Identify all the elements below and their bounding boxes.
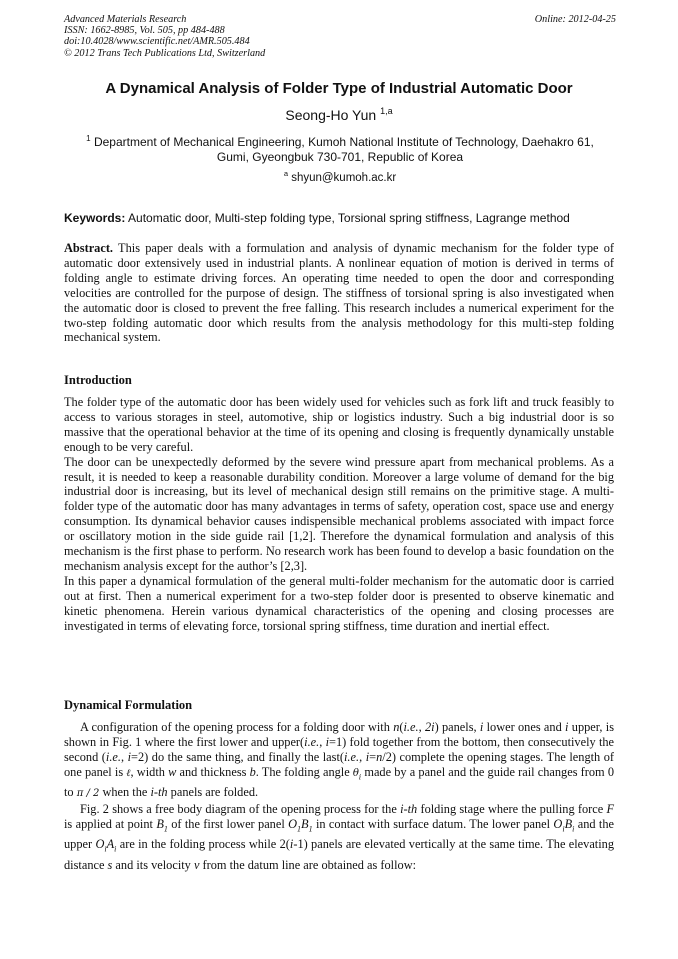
abstract-text: This paper deals with a formulation and analysis of dynamic mechanism for the folder type of automatic door extensively used in industrial plants. A nonlinear equation of motion is derived in terms of folding angle to estimate driving forces. An operating time needed to open the door and corresponding velocities are controlled for the purpose of design. The stiffness of torsional spring is also investigated when the automatic door is closed to prevent the free falling. This research includes a numerical experiment for the two-step folding automatic door which results from the analysis methodology for this multi-step folding mechanical system. — [64, 241, 614, 345]
introduction-body — [64, 395, 614, 634]
email-superscript: a — [283, 169, 288, 178]
email-address[interactable]: shyun@kumoh.ac.kr — [291, 172, 397, 184]
journal-name: Advanced Materials Research — [64, 14, 187, 25]
journal-header — [64, 14, 616, 59]
copyright-line: © 2012 Trans Tech Publications Ltd, Switzerland — [64, 47, 266, 59]
author-name: Seong-Ho Yun — [285, 107, 377, 123]
author-superscript: 1,a — [380, 106, 393, 116]
dynamical-formulation-heading: Dynamical Formulation — [64, 698, 193, 712]
intro-paragraph-2: The door can be unexpectedly deformed by the severe wind pressure apart from mechanical problems. As a result, it is needed to keep a reasonable durability condition. Moreover a large volume of demand for the big industrial door is increasing, but its level of mechanical design still remains on the primitive stage. A multi-folder type of the automatic door has many advantages in terms of safety, operation cost, space use and energy consumption. Its dynamical behavior causes indispensible mechanical problems associated with impact force or oscillatory motion in the side guide rail [1,2]. Therefore the dynamical formulation and analysis of this mechanism is the first phase to perform. No research work has been found to develop a basic foundation on the mechanism analysis except for the author’s [2,3]. — [64, 454, 614, 573]
keywords-label: Keywords: — [64, 211, 126, 225]
online-date: Online: 2012-04-25 — [534, 14, 616, 25]
abstract-label: Abstract. — [64, 241, 114, 255]
intro-paragraph-1: The folder type of the automatic door has been widely used for vehicles such as fork lift and truck feasibly to access to various storages in steel, automotive, ship or logistics industry. Such a big industrial door is so massive that the operational behavior at the time of its opening and closing is frequently dynamically unstable enough to be very careful. — [64, 395, 614, 454]
author-line — [40, 103, 638, 124]
affiliation — [64, 131, 616, 165]
issn-line: ISSN: 1662-8985, Vol. 505, pp 484-488 — [64, 25, 225, 37]
intro-paragraph-3: In this paper a dynamical formulation of the general multi-folder mechanism for the automatic door is carried out at first. Then a numerical experiment for a two-step folder door is presented to observe kinematic and kinetic phenomena. Herein various dynamical characteristics of the opening and closing processes are investigated in terms of elevating force, torsional spring stiffness, time duration and inertial effect. — [64, 573, 614, 633]
paper-title: A Dynamical Analysis of Folder Type of Industrial Automatic Door — [105, 80, 573, 97]
keywords — [64, 211, 624, 226]
dynamical-formulation-body — [64, 720, 614, 873]
email-line — [64, 167, 616, 185]
dyn-paragraph-1: A configuration of the opening process for a folding door with n(i.e., 2i) panels, i lower ones and i upper, is shown in Fig. 1 where the first lower and upper(i.e., i=1) fold together from the bottom, then consecutively the second (i.e., i=2) do the same thing, and finally the last(i.e., i=n/2) complete the opening stages. The length of one panel is ℓ, width w and thickness b. The folding angle $\theta_i$ made by a panel and the guide rail changes from 0 to π / 2 when the i-th panels are folded. — [64, 720, 615, 800]
introduction-heading: Introduction — [64, 373, 132, 387]
affiliation-line-2: Gumi, Gyeongbuk 730-701, Republic of Korea — [216, 150, 464, 164]
affiliation-superscript: 1 — [86, 134, 91, 143]
doi-line: doi:10.4028/www.scientific.net/AMR.505.484 — [64, 36, 250, 48]
dyn-paragraph-2: Fig. 2 shows a free body diagram of the opening process for the i-th folding stage where the pulling force F is applied at point $B_1$ of the first lower panel $O_1B_1$ in contact with surface datum. The lower panel $O_iB_i$ and the upper $O_iA_i$ are in the folding process while 2(i-1) panels are elevated vertically at the same time. The elevating distance s and its velocity v from the datum line are obtained as follow: — [64, 802, 615, 872]
abstract — [64, 241, 614, 345]
keywords-text: Automatic door, Multi-step folding type, Torsional spring stiffness, Lagrange method — [128, 211, 570, 225]
affiliation-line-1: Department of Mechanical Engineering, Kumoh National Institute of Technology, Daehakro 61, — [93, 135, 594, 149]
